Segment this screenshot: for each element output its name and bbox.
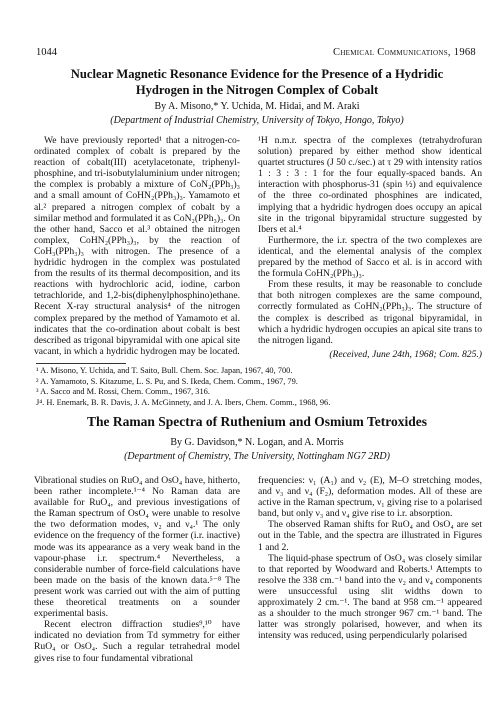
article2-paragraph: frequencies: ν₁ (A₁) and ν₂ (E), M–O stretching modes, and ν₃ and ν₄ (F₂), deformation modes. All of these are active in the Raman spectrum, ν₁ giving rise to a polarised band, but only ν₃ and ν₄ give rise to i.r. absorption. [258,475,482,520]
journal-name: Chemical Communications, 1968 [333,47,476,58]
article1-references [36,366,484,408]
received-note: (Received, June 24th, 1968; Com. 825.) [329,348,482,360]
article2-authors: By G. Davidson,* N. Logan, and A. Morris [170,437,344,448]
article1-left-column [34,135,240,357]
article2-affiliation: (Department of Chemistry, The University, Nottingham NG7 2RD) [124,451,390,462]
article1-title-line1: Nuclear Magnetic Resonance Evidence for the Presence of a Hydridic [70,67,444,81]
article1-paragraph: ¹H n.m.r. spectra of the complexes (tetrahydrofuran solution) prepared by either method show identical quartet structures (J 50 c./sec.) at τ 29 with intensity ratios 1 : 3 : 3 : 1 for the four equally-spaced bands. An interaction with phosphorus-31 (spin ½) and equivalence of the three co-ordinated phosphines are indicated, implying that a hydridic hydrogen does occupy an apical site in the trigonal bipyramidal structure suggested by Ibers et al.⁴ [258,135,482,235]
article1-right-column [258,135,482,360]
article1-paragraph: Furthermore, the i.r. spectra of the two complexes are identical, and the elemental analysis of the complex prepared by the method of Sacco et al. is in accord with the formula CoHN₂(PPh₃)₃. [258,234,482,280]
article2-right-column [258,475,482,641]
reference-item: ² A. Yamamoto, S. Kitazume, L. S. Pu, and S. Ikeda, Chem. Comm., 1967, 79. [36,376,298,386]
article2-left-column [34,475,240,664]
article1-title-line2: Hydrogen in the Nitrogen Complex of Cobalt [135,83,379,97]
page-number: 1044 [36,47,57,58]
reference-item: ¹ A. Misono, Y. Uchida, and T. Saito, Bull. Chem. Soc. Japan, 1967, 40, 700. [36,366,293,375]
article1-paragraph: We have previously reported¹ that a nitrogen-co-ordinated complex of cobalt is prepared by the reaction of cobalt(III) acetylacetonate, triphenyl-phosphine, and tri-isobutylaluminium under nitrogen; the complex is probably a mixture of CoN₂(PPh₃)₃ and a small amount of CoHN₂(PPh₃)₃. Yamamoto et al.² prepared a nitrogen complex of cobalt by a similar method and formulated it as CoN₂(PPh₃)₃. On the other hand, Sacco et al.³ obtained the nitrogen complex, CoHN₂(PPh₃)₃, by the reaction of CoH₃(PPh₃)₃ with nitrogen. The presence of a hydridic hydrogen in the complex was postulated from the results of its thermal decomposition, and its reactions with hydrochloric acid, iodine, carbon tetrachloride, and 1,2-bis(diphenylphosphino)ethane. Recent X-ray structural analysis⁴ of the nitrogen complex prepared by the method of Yamamoto et al. indicates that the co-ordination about cobalt is best described as trigonal bipyramidal with one apical site vacant, in which a hydridic hydrogen may be located. [34,135,240,357]
article2-paragraph: Vibrational studies on RuO₄ and OsO₄ have, hitherto, been rather incomplete.¹⁻⁴ No Raman data are available for RuO₄, and previous investigations of the Raman spectrum of OsO₄ were unable to resolve the two deformation modes, ν₂ and ν₄.¹ The only evidence on the frequency of the former (i.r. inactive) mode was its appearance as a very weak band in the vapour-phase i.r. spectrum.⁴ Nevertheless, a considerable number of force-field calculations have been made on the basis of the known data.⁵⁻⁸ The present work was carried out with the aim of putting these theoretical treatments on a sounder experimental basis. [34,475,240,620]
article1-title [30,66,484,98]
article2-paragraph: The observed Raman shifts for RuO₄ and OsO₄ are set out in the Table, and the spectra are illustrated in Figures 1 and 2. [258,519,482,553]
article2-title: The Raman Spectra of Ruthenium and Osmium Tetroxides [87,414,427,429]
reference-item: J⁴. H. Enemark, B. R. Davis, J. A. McGinnety, and J. A. Ibers, Chem. Comm., 1968, 96. [36,397,331,407]
article1-authors: By A. Misono,* Y. Uchida, M. Hidai, and M. Araki [154,101,360,112]
article2-paragraph: The liquid-phase spectrum of OsO₄ was closely similar to that reported by Woodward and Roberts.¹ Attempts to resolve the 338 cm.⁻¹ band into the ν₂ and ν₄ components were unsuccessful using slit widths down to approximately 2 cm.⁻¹. The band at 958 cm.⁻¹ appeared as a shoulder to the much stronger 967 cm.⁻¹ band. The latter was strongly polarised, however, and when its intensity was reduced, using perpendicularly polarised [258,552,482,642]
article1-paragraph: From these results, it may be reasonable to conclude that both nitrogen complexes are the same compound, correctly formulated as CoHN₂(PPh₃)₃. The structure of the complex is described as trigonal bipyramidal, in which a hydridic hydrogen occupies an apical site trans to the nitrogen ligand. [258,279,482,346]
article1-affiliation: (Department of Industrial Chemistry, University of Tokyo, Hongo, Tokyo) [110,115,404,126]
running-head [36,47,476,61]
reference-item: ³ A. Sacco and M. Rossi, Chem. Comm., 1967, 316. [36,387,210,397]
article2-paragraph: Recent electron diffraction studies⁹,¹⁰ have indicated no deviation from Td symmetry for either RuO₄ or OsO₄. Such a regular tetrahedral model gives rise to four fundamental vibrational [34,619,240,664]
footnote-rule [36,363,126,364]
